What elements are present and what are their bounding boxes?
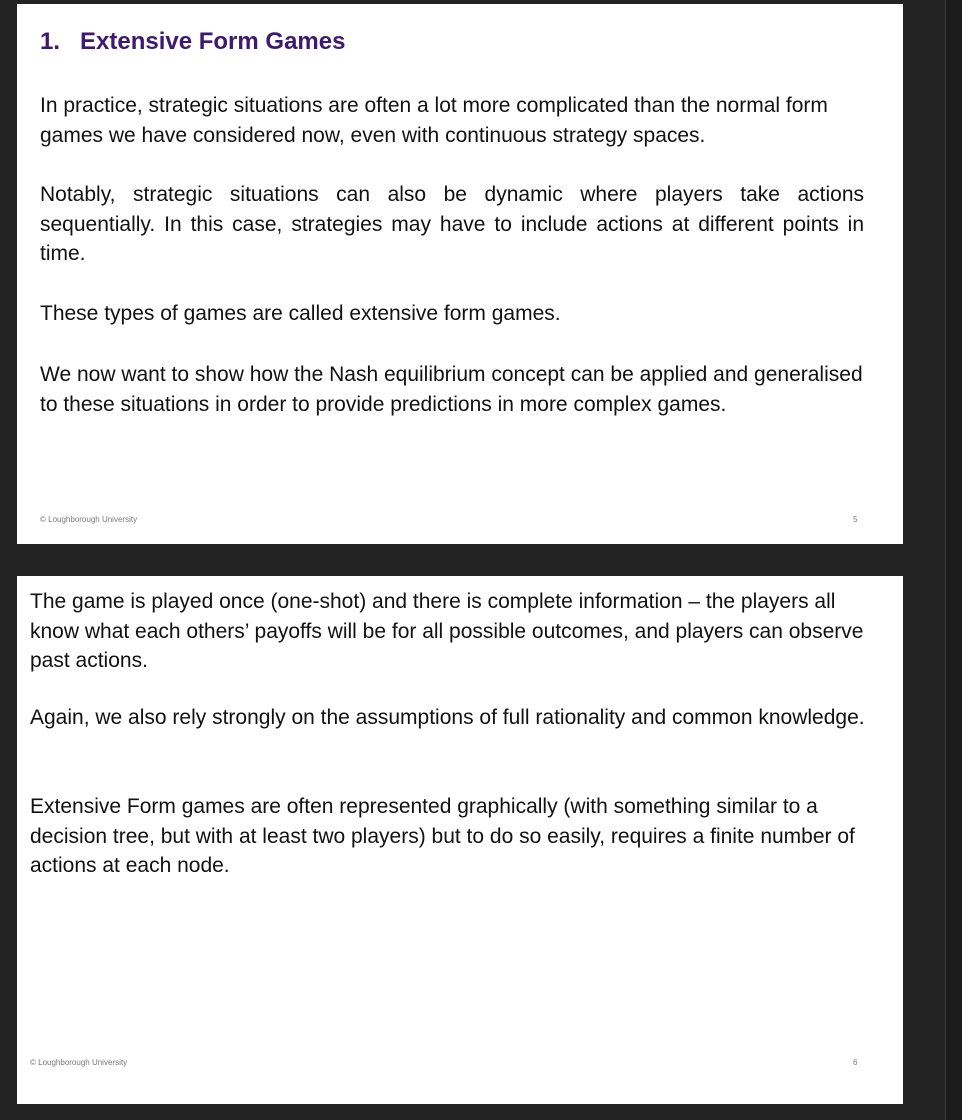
paragraph: In practice, strategic situations are often a lot more complicated than the normal form games we have considered now, even with continuous strategy spaces. — [40, 94, 828, 147]
page-number: 5 — [853, 515, 858, 524]
paragraph: We now want to show how the Nash equilibrium concept can be applied and generalised to these situations in order to provide predictions in more complex games. — [40, 363, 863, 416]
page-number: 6 — [853, 1058, 858, 1067]
paragraph: The game is played once (one-shot) and there is complete information – the players all know what each others’ payoffs will be for all possible outcomes, and players can observe past actions. — [30, 590, 864, 672]
slide-title-number: 1. — [40, 28, 61, 55]
copyright-footer: © Loughborough University — [30, 1058, 128, 1067]
paragraph: Notably, strategic situations can also be dynamic where players take actions sequentially. In this case, strategies may have to include actions at different points in time. — [40, 183, 864, 265]
slide-title — [40, 28, 345, 56]
paragraph: Again, we also rely strongly on the assumptions of full rationality and common knowledge. — [30, 706, 865, 729]
scrollbar-track[interactable] — [945, 0, 962, 1120]
slide-title-text: Extensive Form Games — [80, 28, 346, 55]
slide-page-5 — [17, 4, 903, 544]
slide-page-6 — [17, 576, 903, 1104]
copyright-footer: © Loughborough University — [40, 515, 138, 524]
paragraph: Extensive Form games are often represented graphically (with something similar to a decision tree, but with at least two players) but to do so easily, requires a finite number of actions at each node. — [30, 795, 855, 877]
paragraph: These types of games are called extensive form games. — [40, 302, 561, 325]
